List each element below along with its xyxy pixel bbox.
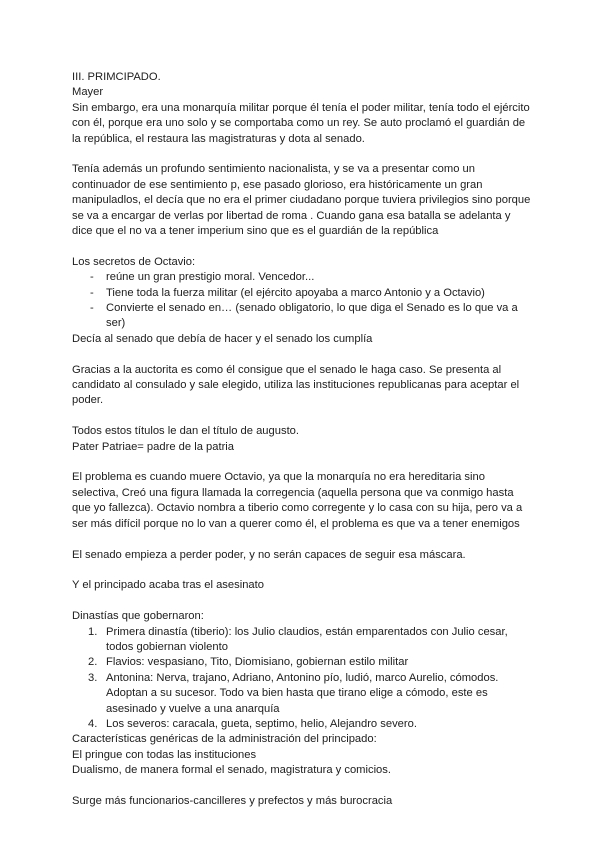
secrets-title: Los secretos de Octavio: [72, 255, 196, 268]
paragraph-asesinato: Y el principado acaba tras el asesinato [72, 579, 264, 592]
list-text: Primera dinastía (tiberio): los Julio claudios, están emparentados con Julio cesar, todos gobiernan violento [106, 625, 508, 653]
list-number: 4. [88, 717, 98, 730]
paragraph-nacionalismo: Tenía además un profundo sentimiento nacionalista, y se va a presentar como un continuador de ese sentimiento p, ese pasado glorioso, era históricamente un gran manipuladlos, el decía que no era el primer ciudadano porque tuviera privilegios sino porque se va a encargar de verlas por libertad de roma . Cuando gana esa batalla se adelanta y dice que el no va a tener imperium sino que es el guardián de la república [72, 163, 531, 238]
document-page [72, 70, 532, 809]
list-number: 3. [88, 671, 98, 684]
paragraph-augusto: Todos estos títulos le dan el título de augusto. [72, 425, 300, 438]
dynasties-list [72, 625, 532, 733]
paragraph-corregencia: El problema es cuando muere Octavio, ya que la monarquía no era hereditaria sino selectiva, Creó una figura llamada la corregencia (aquella persona que va conmigo hasta que yo fallezca). Octavio nombra a tiberio como corregente y lo casa con su hija, pero va a ser más difícil porque no lo van a querer como él, el problema es que va a tener enemigos [72, 471, 523, 530]
list-item [72, 717, 532, 732]
list-item: - Tiene toda la fuerza militar (el ejército apoyaba a marco Antonio y a Octavio) [72, 286, 532, 301]
list-item [72, 625, 532, 656]
paragraph-burocracia: Surge más funcionarios-cancilleres y prefectos y más burocracia [72, 794, 393, 807]
list-item: - Convierte el senado en… (senado obligatorio, lo que diga el Senado es lo que va a ser) [72, 301, 532, 332]
dynasties-title: Dinastías que gobernaron: [72, 610, 204, 623]
paragraph-senado-poder: El senado empieza a perder poder, y no serán capaces de seguir esa máscara. [72, 548, 466, 561]
paragraph-monarquia: Sin embargo, era una monarquía militar porque él tenía el poder militar, tenía todo el ejército con él, porque era uno solo y se comportaba como un rey. Se auto proclamó el guardián de la república, el restaura las magistraturas y dota al senado. [72, 101, 530, 145]
list-number: 1. [88, 625, 98, 638]
paragraph-pringue: El pringue con todas las instituciones [72, 748, 257, 761]
list-item [72, 671, 532, 717]
paragraph-pater-patriae: Pater Patriae= padre de la patria [72, 440, 235, 453]
list-item [72, 655, 532, 670]
paragraph-caracteristicas: Características genéricas de la administración del principado: [72, 733, 377, 746]
list-text: Flavios: vespasiano, Tito, Diomisiano, gobiernan estilo militar [106, 656, 409, 669]
list-item: - reúne un gran prestigio moral. Vencedor... [72, 270, 532, 285]
list-text: Los severos: caracala, gueta, septimo, helio, Alejandro severo. [106, 717, 417, 730]
author-name: Mayer [72, 86, 104, 99]
paragraph-dualismo: Dualismo, de manera formal el senado, magistratura y comicios. [72, 764, 391, 777]
list-number: 2. [88, 656, 98, 669]
secrets-list [72, 270, 532, 332]
paragraph-senado-cumplia: Decía al senado que debía de hacer y el senado los cumplía [72, 332, 373, 345]
list-text: Antonina: Nerva, trajano, Adriano, Antonino pío, ludió, marco Aurelio, cómodos. Adoptan a su sucesor. Todo va bien hasta que tirano elige a cómodo, este es asesinado y vuelve a una anarquía [106, 671, 499, 715]
paragraph-auctorita: Gracias a la auctorita es como él consigue que el senado le haga caso. Se presenta al candidato al consulado y sale elegido, utiliza las instituciones republicanas para aceptar el poder. [72, 363, 520, 407]
section-heading: III. PRIMCIPADO. [72, 71, 161, 83]
